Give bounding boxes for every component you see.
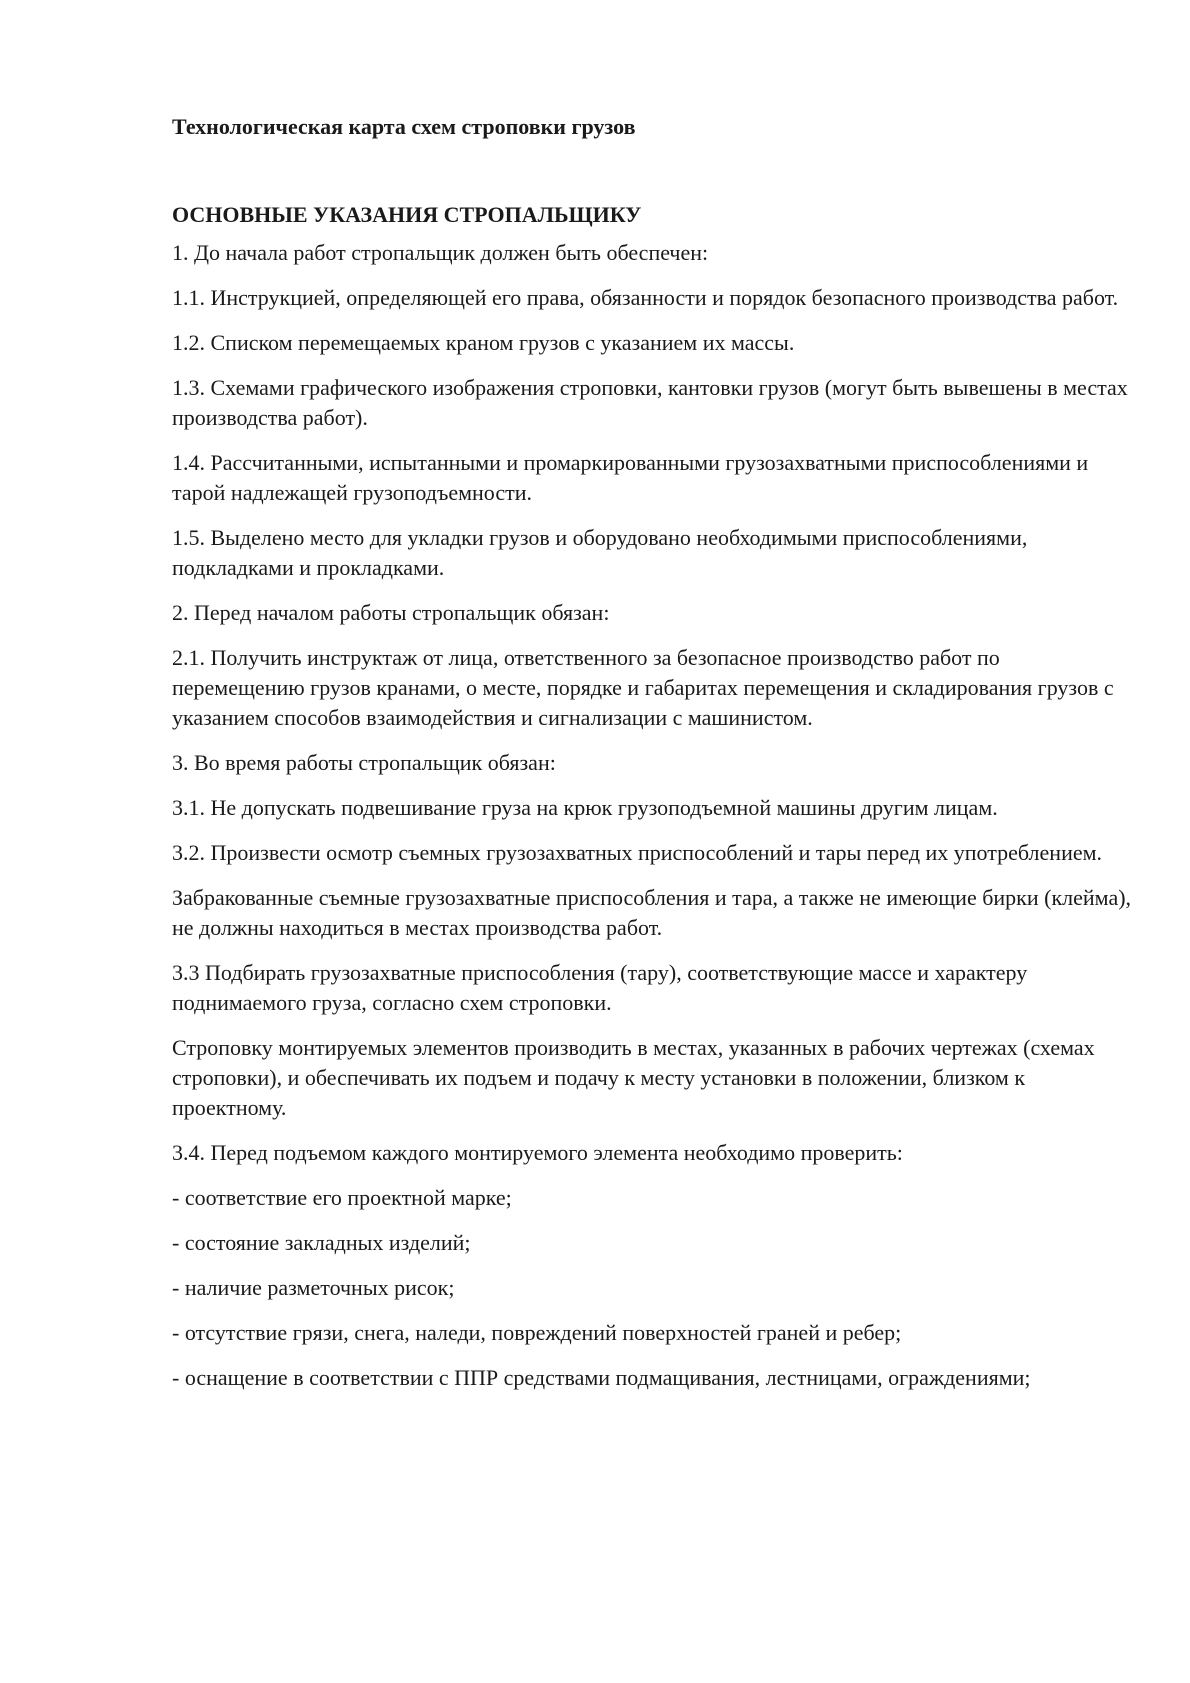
paragraph: Забракованные съемные грузозахватные приспособления и тара, а также не имеющие бирки (клейма), не должны находиться в местах производства работ. bbox=[172, 885, 1132, 940]
paragraph: 1.2. Списком перемещаемых краном грузов с указанием их массы. bbox=[172, 330, 795, 355]
paragraph: 1.5. Выделено место для укладки грузов и оборудовано необходимыми приспособлениями, подкладками и прокладками. bbox=[172, 525, 1028, 580]
list-item: - состояние закладных изделий; bbox=[172, 1230, 471, 1255]
paragraph: 1.4. Рассчитанными, испытанными и промаркированными грузозахватными приспособлениями и тарой надлежащей грузоподъемности. bbox=[172, 450, 1089, 505]
list-item: - оснащение в соответствии с ППР средствами подмащивания, лестницами, ограждениями; bbox=[172, 1365, 1031, 1390]
document-content bbox=[172, 112, 1132, 1408]
list-item: - отсутствие грязи, снега, наледи, повреждений поверхностей граней и ребер; bbox=[172, 1320, 902, 1345]
paragraph: 2. Перед началом работы стропальщик обязан: bbox=[172, 600, 610, 625]
list-item: - наличие разметочных рисок; bbox=[172, 1275, 455, 1300]
paragraph: 3.2. Произвести осмотр съемных грузозахватных приспособлений и тары перед их употреблением. bbox=[172, 840, 1103, 865]
list-item: - соответствие его проектной марке; bbox=[172, 1185, 512, 1210]
paragraph: 1.3. Схемами графического изображения строповки, кантовки грузов (могут быть вывешены в местах производства работ). bbox=[172, 375, 1128, 430]
paragraph: 3.1. Не допускать подвешивание груза на крюк грузоподъемной машины другим лицам. bbox=[172, 795, 998, 820]
document-title: Технологическая карта схем строповки грузов bbox=[172, 114, 636, 139]
paragraph: 1. До начала работ стропальщик должен быть обеспечен: bbox=[172, 240, 709, 265]
paragraph: 3.3 Подбирать грузозахватные приспособления (тару), соответствующие массе и характеру поднимаемого груза, согласно схем строповки. bbox=[172, 960, 1028, 1015]
paragraph: 3. Во время работы стропальщик обязан: bbox=[172, 750, 556, 775]
paragraph: 2.1. Получить инструктаж от лица, ответственного за безопасное производство работ по перемещению грузов кранами, о месте, порядке и габаритах перемещения и складирования грузов с указанием способов взаимодействия и сигнализации с машинистом. bbox=[172, 645, 1114, 730]
paragraph-list bbox=[172, 238, 1132, 1393]
section-heading: ОСНОВНЫЕ УКАЗАНИЯ СТРОПАЛЬЩИКУ bbox=[172, 202, 642, 227]
paragraph: 1.1. Инструкцией, определяющей его права, обязанности и порядок безопасного производства работ. bbox=[172, 285, 1119, 310]
paragraph: 3.4. Перед подъемом каждого монтируемого элемента необходимо проверить: bbox=[172, 1140, 903, 1165]
paragraph: Строповку монтируемых элементов производить в местах, указанных в рабочих чертежах (схемах строповки), и обеспечивать их подъем и подачу к месту установки в положении, близком к проектному. bbox=[172, 1035, 1095, 1120]
